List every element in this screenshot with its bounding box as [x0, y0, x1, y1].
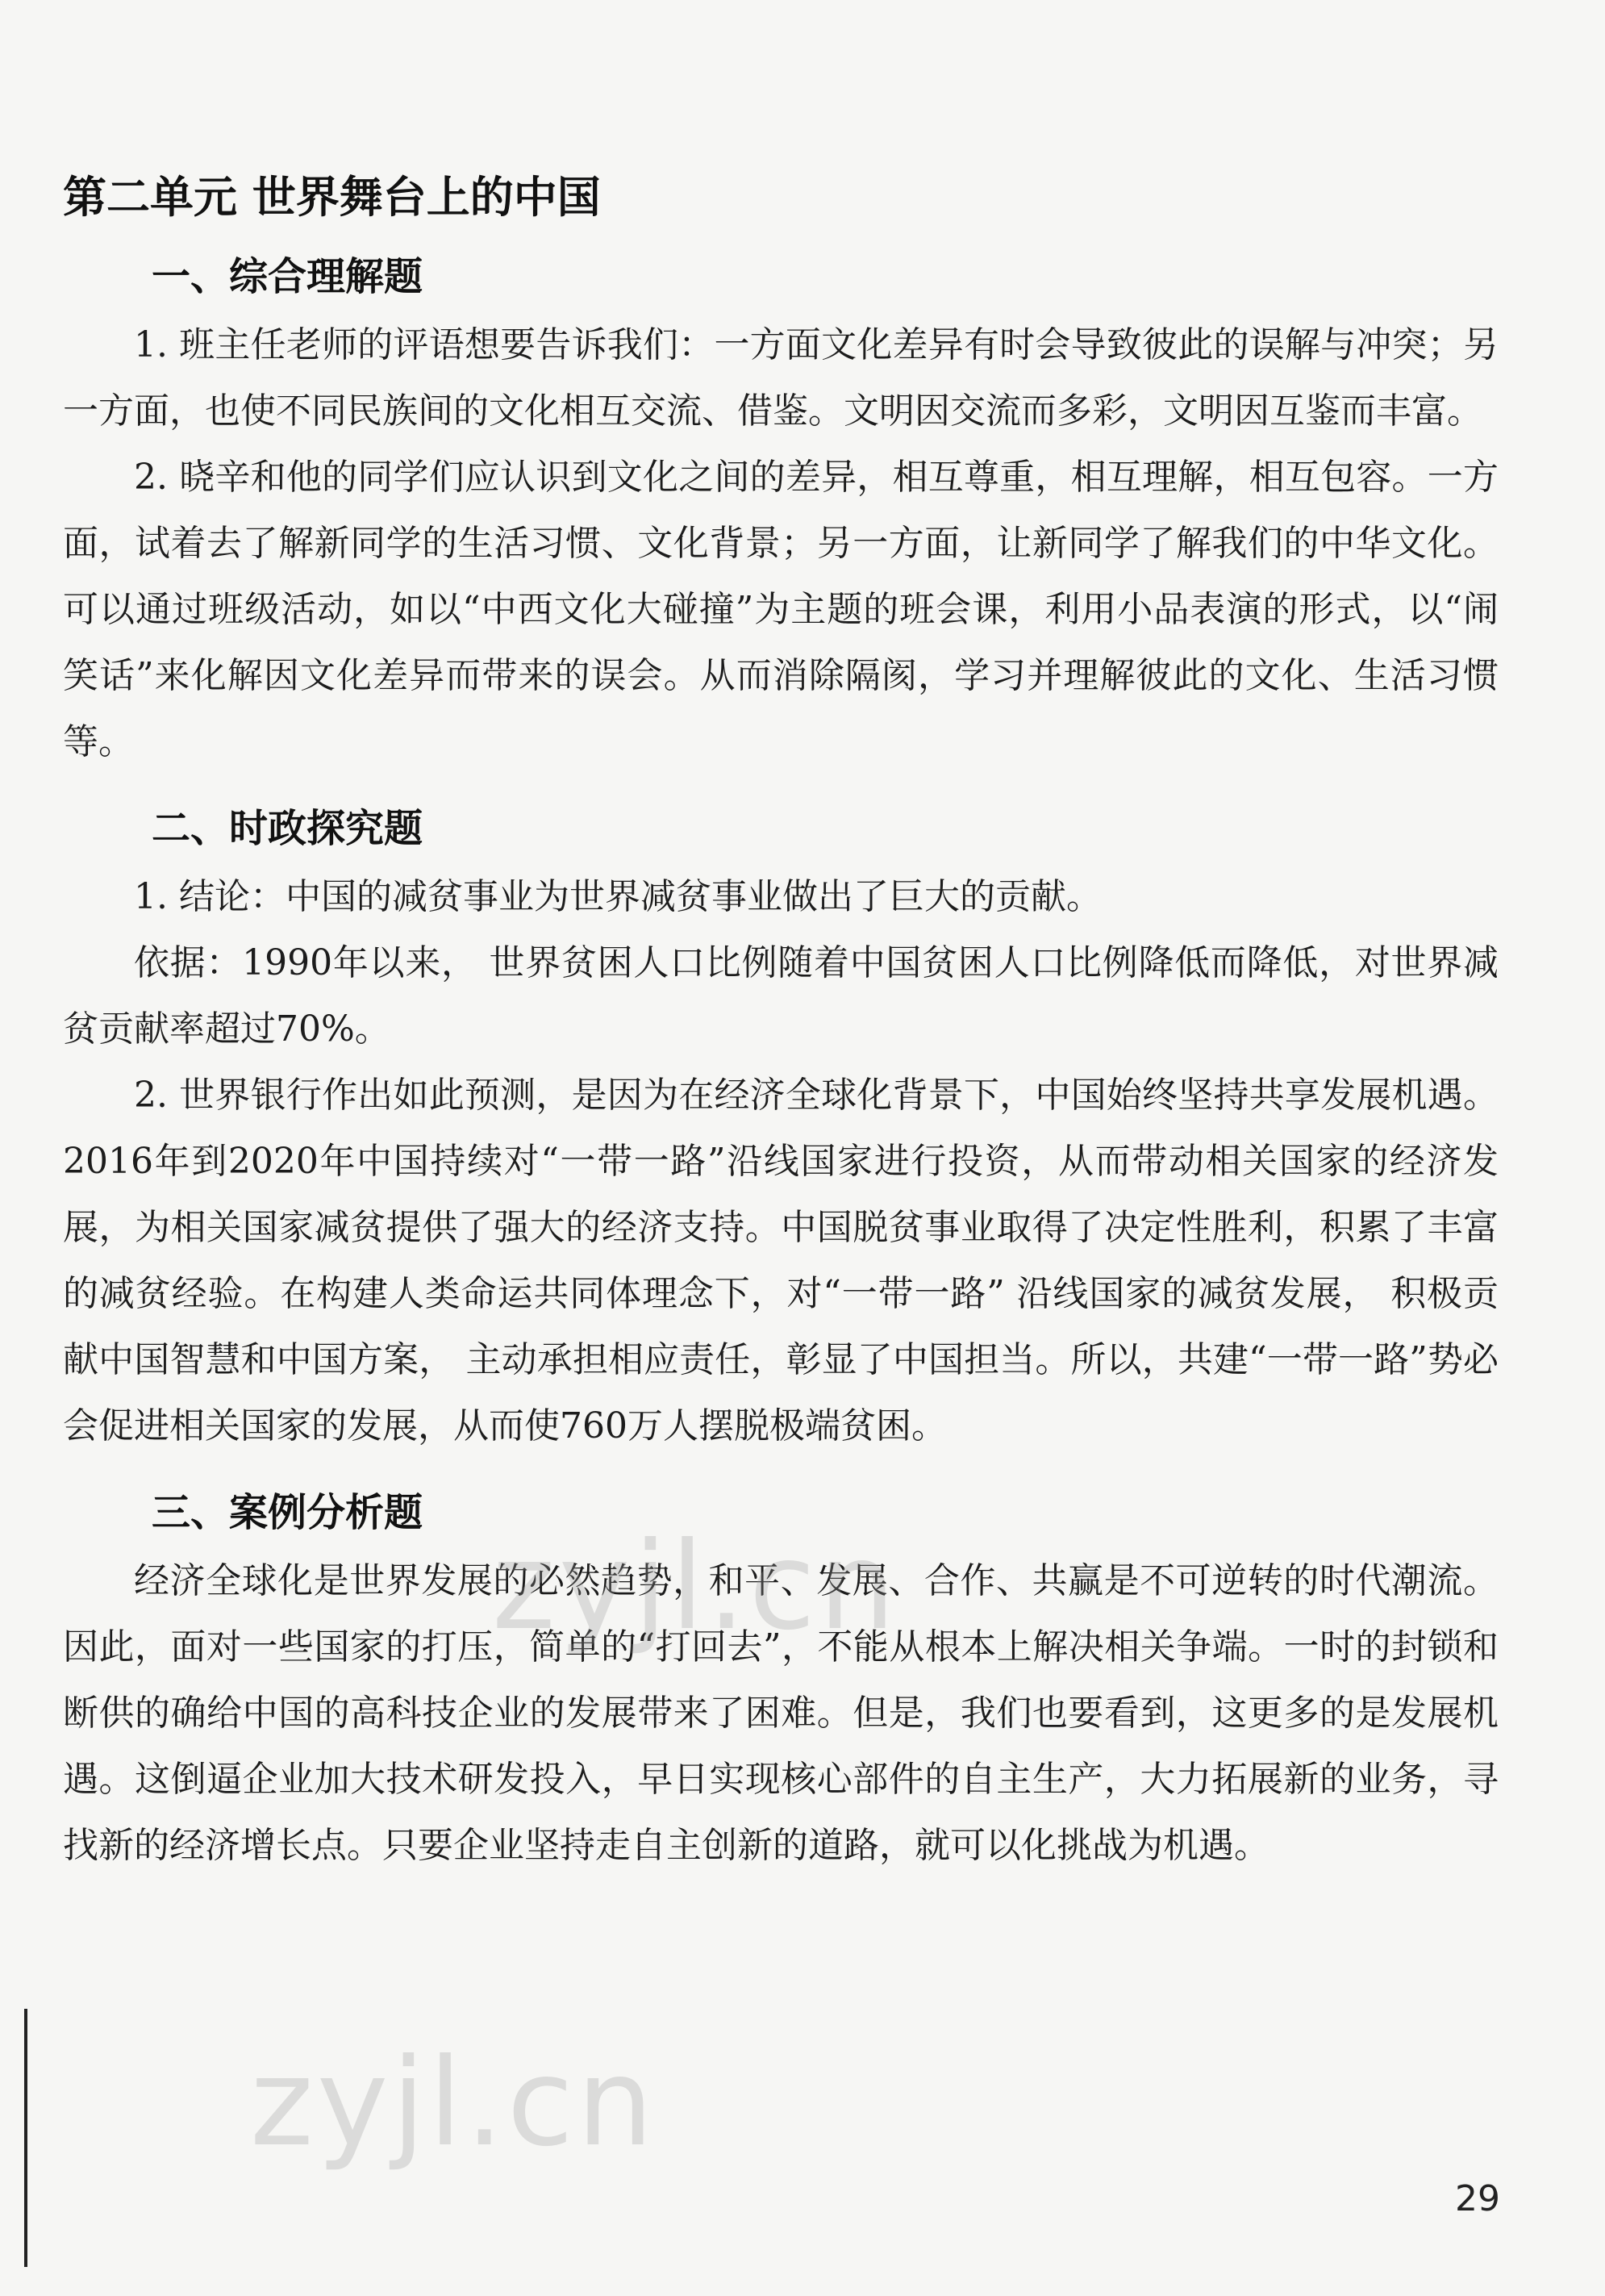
unit-title: 第二单元 世界舞台上的中国 — [63, 172, 601, 223]
watermark: zyjl.cn — [492, 1517, 899, 1657]
paragraph: 1. 结论：中国的减贫事业为世界减贫事业做出了巨大的贡献。 — [134, 876, 1102, 917]
section-title-current-affairs: 二、时政探究题 — [152, 806, 423, 851]
paragraph: 经济全球化是世界发展的必然趋势，和平、发展、合作、共赢是不可逆转的时代潮流。因此，面对一些国家的打压，简单的“打回去”，不能从根本上解决相关争端。一时的封锁和断供的确给中国的高科技企业的发展带来了困难。但是，我们也要看到，这更多的是发展机遇。这倒逼企业加大技术研发投入，早日实现核心部件的自主生产，大力拓展新的业务，寻找新的经济增长点。只要企业坚持走自主创新的道路，就可以化挑战为机遇。 — [63, 1560, 1499, 1866]
paragraph: 2. 晓辛和他的同学们应认识到文化之间的差异，相互尊重，相互理解，相互包容。一方面，试着去了解新同学的生活习惯、文化背景；另一方面，让新同学了解我们的中华文化。可以通过班级活动，如以“中西文化大碰撞”为主题的班会课，利用小品表演的形式，以“闹笑话”来化解因文化差异而带来的误会。从而消除隔阂，学习并理解彼此的文化、生活习惯等。 — [63, 457, 1499, 762]
section-title-case-analysis: 三、案例分析题 — [152, 1490, 423, 1535]
paragraph: 1. 班主任老师的评语想要告诉我们：一方面文化差异有时会导致彼此的误解与冲突；另一方面，也使不同民族间的文化相互交流、借鉴。文明因交流而多彩，文明因互鉴而丰富。 — [63, 324, 1499, 432]
paragraph: 2. 世界银行作出如此预测，是因为在经济全球化背景下，中国始终坚持共享发展机遇。2016年到2020年中国持续对“一带一路”沿线国家进行投资，从而带动相关国家的经济发展，为相关国家减贫提供了强大的经济支持。中国脱贫事业取得了决定性胜利，积累了丰富的减贫经验。在构建人类命运共同体理念下，对“一带一路” 沿线国家的减贫发展， 积极贡献中国智慧和中国方案， 主动承担相应责任，彰显了中国担当。所以，共建“一带一路”势必会促进相关国家的发展，从而使760万人摆脱极端贫困。 — [63, 1075, 1499, 1446]
paragraph: 依据：1990年以来， 世界贫困人口比例随着中国贫困人口比例降低而降低，对世界减贫贡献率超过70%。 — [63, 942, 1499, 1050]
binding-rule — [24, 2009, 27, 2267]
content-area — [63, 165, 1499, 1879]
section-title-comprehension: 一、综合理解题 — [152, 254, 423, 299]
page-number: 29 — [1455, 2178, 1500, 2219]
watermark: zyjl.cn — [250, 2033, 657, 2173]
